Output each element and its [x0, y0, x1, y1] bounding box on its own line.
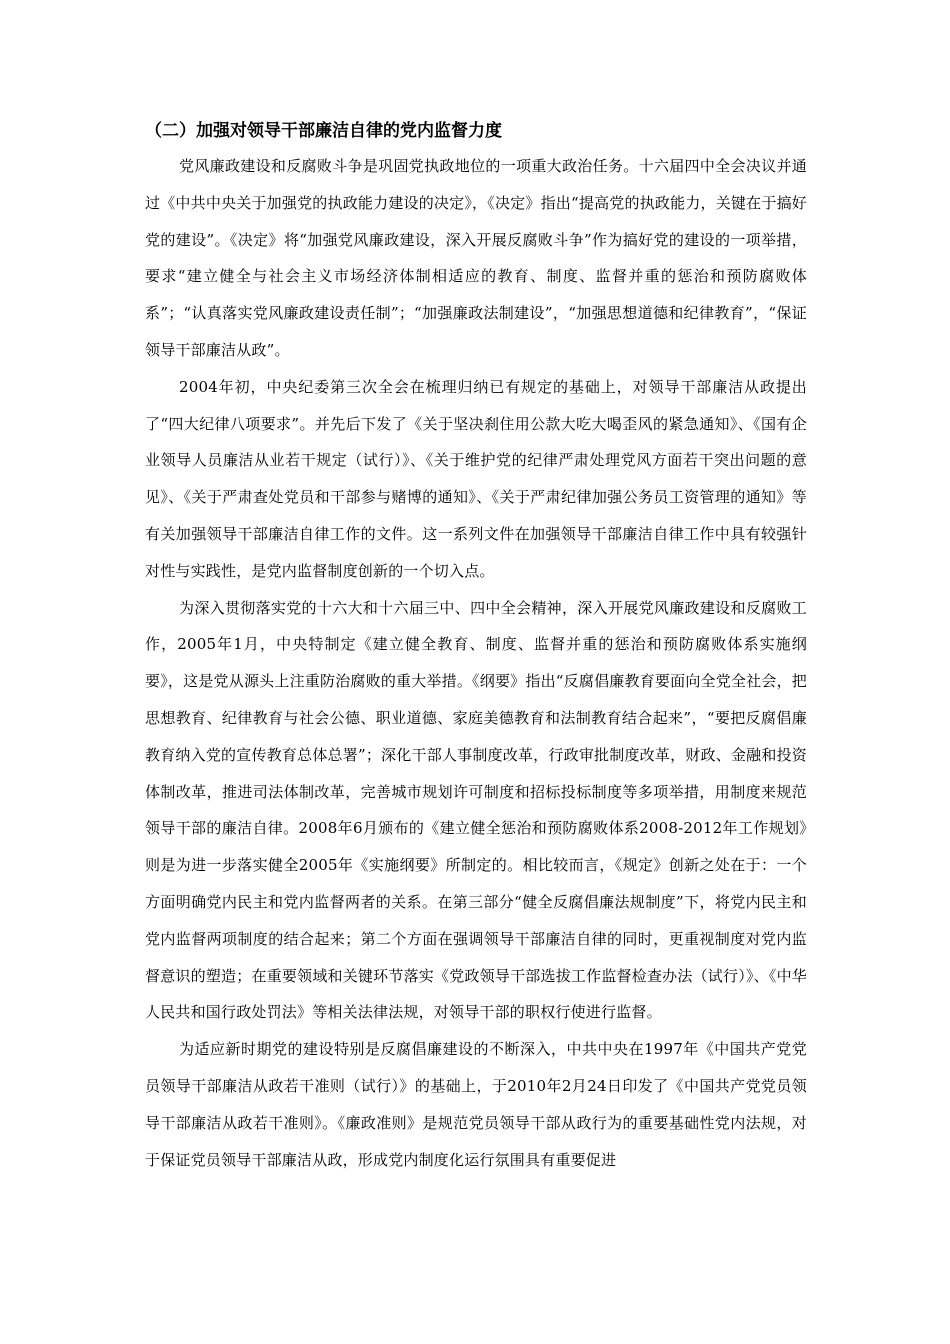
- paragraph-1: 党风廉政建设和反腐败斗争是巩固党执政地位的一项重大政治任务。十六届四中全会决议并通过《中共中央关于加强党的执政能力建设的决定》，《决定》指出“提高党的执政能力，关键在于搞好党的建设”。《决定》将“加强党风廉政建设，深入开展反腐败斗争”作为搞好党的建设的一项举措，要求“建立健全与社会主义市场经济体制相适应的教育、制度、监督并重的惩治和预防腐败体系”；“认真落实党风廉政建设责任制”；“加强廉政法制建设”，“加强思想道德和纪律教育”，“保证领导干部廉洁从政”。: [145, 157, 807, 359]
- paragraph-4: 为适应新时期党的建设特别是反腐倡廉建设的不断深入，中共中央在1997年《中国共产党党员领导干部廉洁从政若干准则（试行）》的基础上，于2010年2月24日印发了《中国共产党党员领导干部廉洁从政若干准则》。《廉政准则》是规范党员领导干部从政行为的重要基础性党内法规，对于保证党员领导干部廉洁从政，形成党内制度化运行氛围具有重要促进: [145, 1040, 807, 1169]
- document-body: [145, 114, 807, 1178]
- paragraph-3: 为深入贯彻落实党的十六大和十六届三中、四中全会精神，深入开展党风廉政建设和反腐败工作，2005年1月，中央特制定《建立健全教育、制度、监督并重的惩治和预防腐败体系实施纲要》，这是党从源头上注重防治腐败的重大举措。《纲要》指出“反腐倡廉教育要面向全党全社会，把思想教育、纪律教育与社会公德、职业道德、家庭美德教育和法制教育结合起来”，“要把反腐倡廉教育纳入党的宣传教育总体总署”；深化干部人事制度改革，行政审批制度改革，财政、金融和投资体制改革，推进司法体制改革，完善城市规划许可制度和招标投标制度等多项举措，用制度来规范领导干部的廉洁自律。2008年6月颁布的《建立健全惩治和预防腐败体系2008-2012年工作规划》则是为进一步落实健全2005年《实施纲要》所制定的。相比较而言，《规定》创新之处在于：一个方面明确党内民主和党内监督两者的关系。在第三部分“健全反腐倡廉法规制度”下，将党内民主和党内监督两项制度的结合起来；第二个方面在强调领导干部廉洁自律的同时，更重视制度对党内监督意识的塑造；在重要领域和关键环节落实《党政领导干部选拔工作监督检查办法（试行）》、《中华人民共和国行政处罚法》等相关法律法规，对领导干部的职权行使进行监督。: [145, 598, 807, 1022]
- section-heading: （二）加强对领导干部廉洁自律的党内监督力度: [145, 121, 502, 141]
- paragraph-2: 2004年初，中央纪委第三次全会在梳理归纳已有规定的基础上，对领导干部廉洁从政提出了“四大纪律八项要求”。并先后下发了《关于坚决刹住用公款大吃大喝歪风的紧急通知》、《国有企业领导人员廉洁从业若干规定（试行）》、《关于维护党的纪律严肃处理党风方面若干突出问题的意见》、《关于严肃查处党员和干部参与赌博的通知》、《关于严肃纪律加强公务员工资管理的通知》等有关加强领导干部廉洁自律工作的文件。这一系列文件在加强领导干部廉洁自律工作中具有较强针对性与实践性，是党内监督制度创新的一个切入点。: [145, 377, 807, 580]
